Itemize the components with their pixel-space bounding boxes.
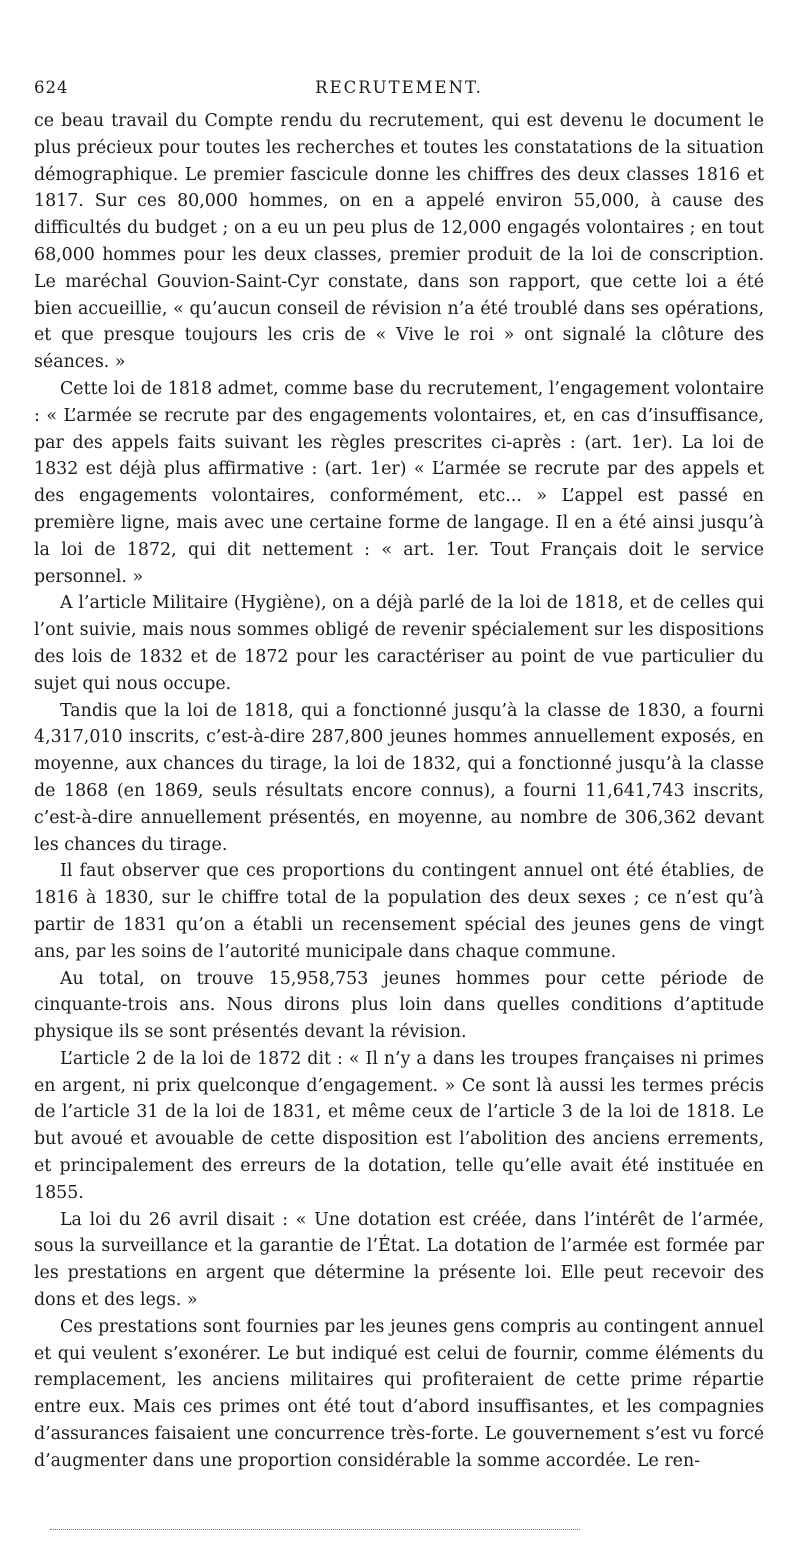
paragraph: Tandis que la loi de 1818, qui a fonctionné jusqu’à la classe de 1830, a fourni 4,317,010 inscrits, c’est-à-dire 287,800 jeunes hommes annuellement exposés, en moyenne, aux chances du tirage, la loi de 1832, qui a fonctionné jusqu’à la classe de 1868 (en 1869, seuls résultats encore connus), a fourni 11,641,743 inscrits, c’est-à-dire annuellement présentés, en moyenne, au nombre de 306,362 devant les chances du tirage. <box>34 700 764 855</box>
footer-rule <box>50 1529 580 1530</box>
paragraph: Ces prestations sont fournies par les jeunes gens compris au contingent annuel et qui veulent s’exonérer. Le but indiqué est celui de fournir, comme éléments du remplacement, les anciens militaires qui profiteraient de cette prime répartie entre eux. Mais ces primes ont été tout d’abord insuffisantes, et les compagnies d’assurances faisaient une concurrence très-forte. Le gouvernement s’est vu forcé d’augmenter dans une proportion considérable la somme accordée. Le ren- <box>34 1316 764 1471</box>
book-page <box>34 78 764 1475</box>
running-title: RECRUTEMENT. <box>315 78 483 97</box>
paragraph: L’article 2 de la loi de 1872 dit : « Il n’y a dans les troupes françaises ni primes en argent, ni prix quelconque d’engagement. » Ce sont là aussi les termes précis de l’article 31 de la loi de 1831, et même ceux de l’article 3 de la loi de 1818. Le but avoué et avouable de cette disposition est l’abolition des anciens errements, et principalement des erreurs de la dotation, telle qu’elle avait été instituée en 1855. <box>34 1048 764 1203</box>
paragraph: La loi du 26 avril disait : « Une dotation est créée, dans l’intérêt de l’armée, sous la surveillance et la garantie de l’État. La dotation de l’armée est formée par les prestations en argent que détermine la présente loi. Elle peut recevoir des dons et des legs. » <box>34 1209 764 1311</box>
paragraph: A l’article Militaire (Hygiène), on a déjà parlé de la loi de 1818, et de celles qui l’ont suivie, mais nous sommes obligé de revenir spécialement sur les dispositions des lois de 1832 et de 1872 pour les caractériser au point de vue particulier du sujet qui nous occupe. <box>34 593 764 694</box>
paragraph: Il faut observer que ces proportions du contingent annuel ont été établies, de 1816 à 1830, sur le chiffre total de la population des deux sexes ; ce n’est qu’à partir de 1831 qu’on a établi un recensement spécial des jeunes gens de vingt ans, par les soins de l’autorité municipale dans chaque commune. <box>34 861 764 962</box>
page-number: 624 <box>34 78 69 97</box>
body-text <box>34 108 764 1475</box>
paragraph: ce beau travail du Compte rendu du recrutement, qui est devenu le document le plus précieux pour toutes les recherches et toutes les constatations de la situation démographique. Le premier fascicule donne les chiffres des deux classes 1816 et 1817. Sur ces 80,000 hommes, on en a appelé environ 55,000, à cause des difficultés du budget ; on a eu un peu plus de 12,000 engagés volontaires ; en tout 68,000 hommes pour les deux classes, premier produit de la loi de conscription. Le maréchal Gouvion-Saint-Cyr constate, dans son rapport, que cette loi a été bien accueillie, « qu’aucun conseil de révision n’a été troublé dans ses opérations, et que presque toujours les cris de « Vive le roi » ont signalé la clôture des séances. » <box>34 111 764 373</box>
paragraph: Au total, on trouve 15,958,753 jeunes hommes pour cette période de cinquante-trois ans. Nous dirons plus loin dans quelles conditions d’aptitude physique ils se sont présentés devant la révision. <box>34 968 764 1043</box>
running-header <box>34 78 764 108</box>
paragraph: Cette loi de 1818 admet, comme base du recrutement, l’engagement volontaire : « L’armée se recrute par des engagements volontaires, et, en cas d’insuffisance, par des appels faits suivant les règles prescrites ci-après : (art. 1er). La loi de 1832 est déjà plus affirmative : (art. 1er) « L’armée se recrute par des appels et des engagements volontaires, conformément, etc... » L’appel est passé en première ligne, mais avec une certaine forme de langage. Il en a été ainsi jusqu’à la loi de 1872, qui dit nettement : « art. 1er. Tout Français doit le service personnel. » <box>34 378 764 587</box>
